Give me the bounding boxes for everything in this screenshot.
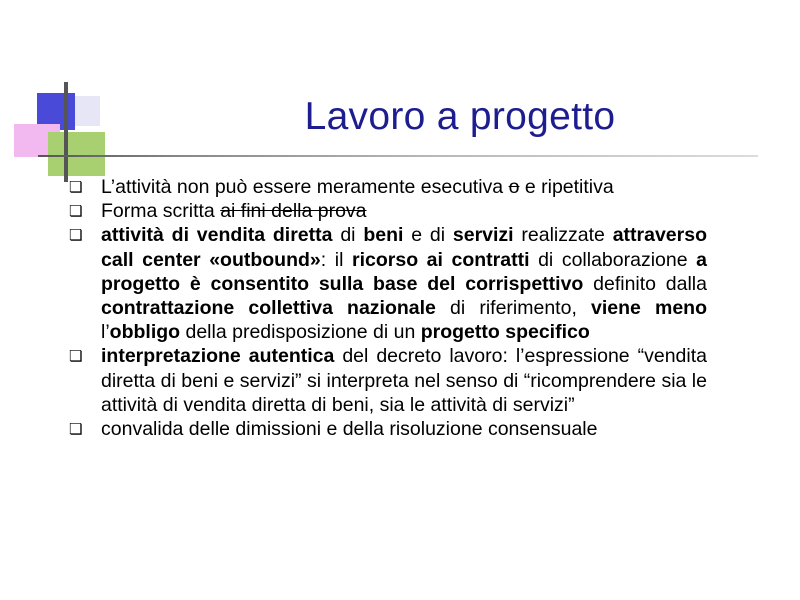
bullet-item <box>73 175 707 199</box>
bullet-text: servizi <box>452 224 514 247</box>
decor-square-green <box>48 132 105 176</box>
bullet-text: attraverso call center «outbound» <box>101 224 707 271</box>
bullet-text: e di <box>403 224 453 247</box>
bullet-list <box>73 175 707 441</box>
bullet-text: viene meno <box>591 297 707 320</box>
bullet-text: contrattazione collettiva nazionale <box>101 297 436 320</box>
bullet-text: della predisposizione di un <box>180 321 421 344</box>
bullet-text: Forma scritta <box>101 200 221 223</box>
bullet-text: interpretazione autentica <box>101 345 335 368</box>
bullet-text: realizzate <box>513 224 613 247</box>
bullet-text: convalida delle dimissioni e della risoluzione consensuale <box>101 418 598 441</box>
bullet-text: di <box>332 224 364 247</box>
bullet-item <box>73 199 707 223</box>
bullet-text: ricorso ai contratti <box>352 248 530 271</box>
checkbox-bullet-icon <box>69 175 82 199</box>
bullet-text: attività di vendita diretta <box>101 224 333 247</box>
bullet-item <box>73 223 707 344</box>
checkbox-bullet-icon <box>69 223 82 247</box>
checkbox-bullet-icon <box>69 344 82 368</box>
bullet-text: definito dalla <box>583 272 707 295</box>
bullet-text: di collaborazione <box>529 248 697 271</box>
bullet-text: a progetto è consentito sulla base del corrispettivo <box>101 248 708 295</box>
bullet-text: o <box>508 176 520 198</box>
bullet-text: obbligo <box>109 321 181 344</box>
bullet-item <box>73 344 707 417</box>
bullet-text: del decreto lavoro: l’espressione “vendita diretta di beni e servizi” si interpreta nel senso di “ricomprendere sia le attività di vendita diretta di beni, sia le attività di servizi” <box>101 345 707 416</box>
bullet-text: l’ <box>101 321 110 344</box>
title-underline <box>38 155 758 157</box>
bullet-text: : il <box>320 248 352 271</box>
bullet-item <box>73 417 707 441</box>
decor-vertical-line <box>64 82 68 182</box>
bullet-text: progetto specifico <box>420 321 590 344</box>
slide-title: Lavoro a progetto <box>304 95 616 138</box>
bullet-text: di riferimento, <box>435 297 591 320</box>
bullet-text: e ripetitiva <box>519 176 614 198</box>
bullet-text: beni <box>363 224 404 247</box>
checkbox-bullet-icon <box>69 199 82 223</box>
bullet-text: L’attività non può essere meramente esecutiva <box>101 176 509 198</box>
bullet-text: ai fini della prova <box>220 200 367 223</box>
checkbox-bullet-icon <box>69 417 82 441</box>
